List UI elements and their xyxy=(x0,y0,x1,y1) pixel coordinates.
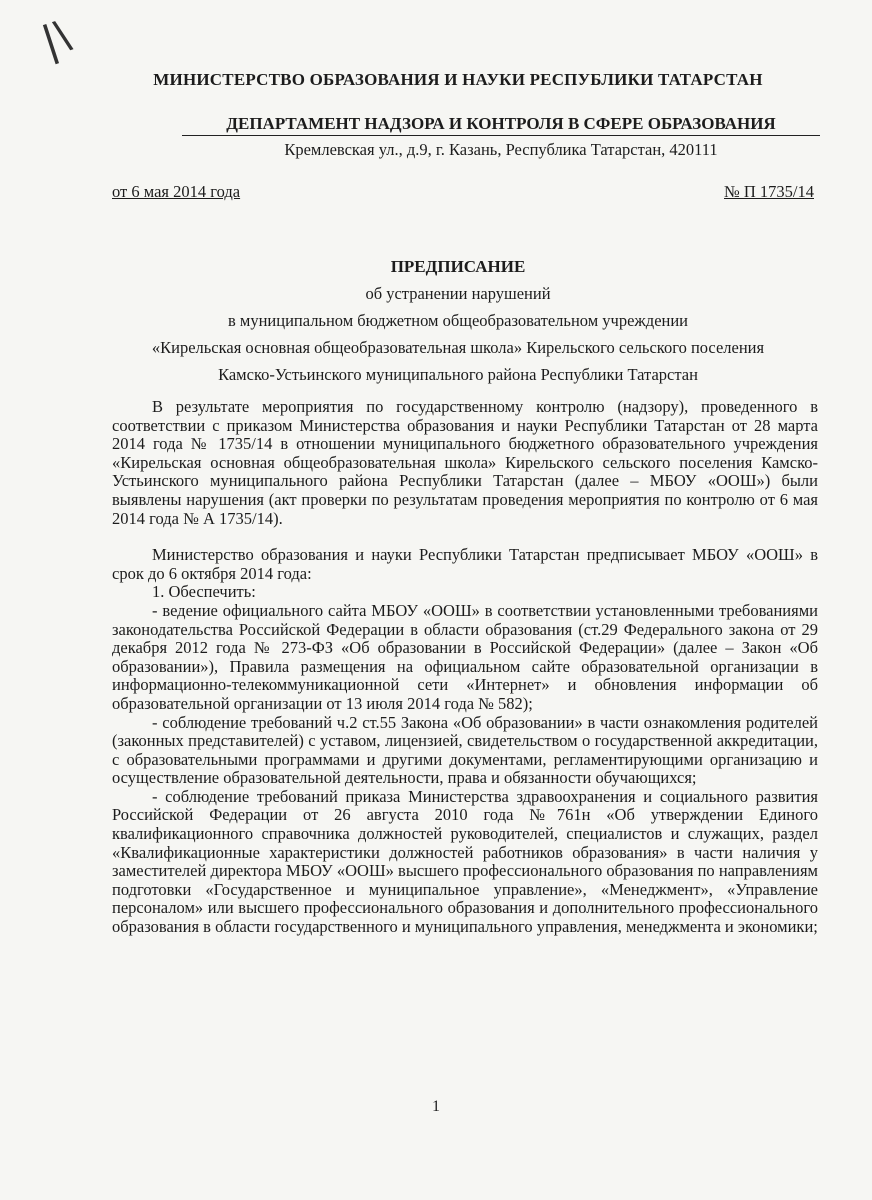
page-number: 1 xyxy=(432,1098,440,1115)
document-date: от 6 мая 2014 года xyxy=(112,182,241,201)
handwritten-mark: |\ xyxy=(36,10,79,67)
ministry-title: МИНИСТЕРСТВО ОБРАЗОВАНИЯ И НАУКИ РЕСПУБЛИКИ ТАТАРСТАН xyxy=(153,70,763,89)
document-number: № П 1735/14 xyxy=(724,182,814,201)
list-item: - ведение официального сайта МБОУ «ООШ» в соответствии установленными требованиями законодательства Российской Федерации в области образования (ст.29 Федерального закона от 29 декабря 2012 года № 273-ФЗ «Об образовании в Российской Федерации» (далее – Закон «Об образовании»), Правила размещения на официальном сайте образовательной организации в информационно-телекоммуникационной сети «Интернет» и обновления информации об образовательной организации от 13 июля 2014 года № 582); xyxy=(112,600,818,713)
title-line-3: «Кирельская основная общеобразовательная школа» Кирельского сельского поселения xyxy=(151,338,765,357)
document-heading: ПРЕДПИСАНИЕ xyxy=(390,257,526,276)
title-line-1: об устранении нарушений xyxy=(365,284,551,303)
document-body xyxy=(112,398,818,937)
title-block xyxy=(60,253,856,388)
paragraph-order: Министерство образования и науки Республики Татарстан предписывает МБОУ «ООШ» в срок до 6 октября 2014 года: xyxy=(112,545,818,583)
paragraph-item-1: 1. Обеспечить: xyxy=(152,582,256,602)
list-item: - соблюдение требований приказа Министерства здравоохранения и социального развития Российской Федерации от 26 августа 2010 года №761н «Об утверждении Единого квалификационного справочника должностей руководителей, специалистов и служащих, раздел «Квалификационные характеристики должностей работников образования» в части наличия у заместителей директора МБОУ «ООШ» высшего профессионального образования по направлениям подготовки «Государственное и муниципальное управление», «Менеджмент», «Управление персоналом» или высшего профессионального образования и дополнительного профессионального образования в области государственного и муниципального управления, менеджмента и экономики; xyxy=(112,786,818,937)
department-title: ДЕПАРТАМЕНТ НАДЗОРА И КОНТРОЛЯ В СФЕРЕ ОБРАЗОВАНИЯ xyxy=(182,114,820,136)
title-line-2: в муниципальном бюджетном общеобразовательном учреждении xyxy=(227,311,689,330)
title-line-4: Камско-Устьинского муниципального района Республики Татарстан xyxy=(218,365,698,384)
paragraph-findings: В результате мероприятия по государственному контролю (надзору), проведенного в соответствии с приказом Министерства образования и науки Республики Татарстан от 28 марта 2014 года № 1735/14 в отношении муниципального бюджетного образовательного учреждения «Кирельская основная общеобразовательная школа» Кирельского сельского поселения Камско-Устьинского муниципального района Республики Татарстан (далее – МБОУ «ООШ») были выявлены нарушения (акт проверки по результатам проведения мероприятия по контролю от 6 мая 2014 года № А 1735/14). xyxy=(112,397,818,528)
address-line: Кремлевская ул., д.9, г. Казань, Республика Татарстан, 420111 xyxy=(284,140,718,159)
list-item: - соблюдение требований ч.2 ст.55 Закона «Об образовании» в части ознакомления родителей (законных представителей) с уставом, лицензией, свидетельством о государственной аккредитации, с образовательными программами и другими документами, регламентирующими организацию и осуществление образовательной деятельности, права и обязанности обучающихся; xyxy=(112,712,818,788)
